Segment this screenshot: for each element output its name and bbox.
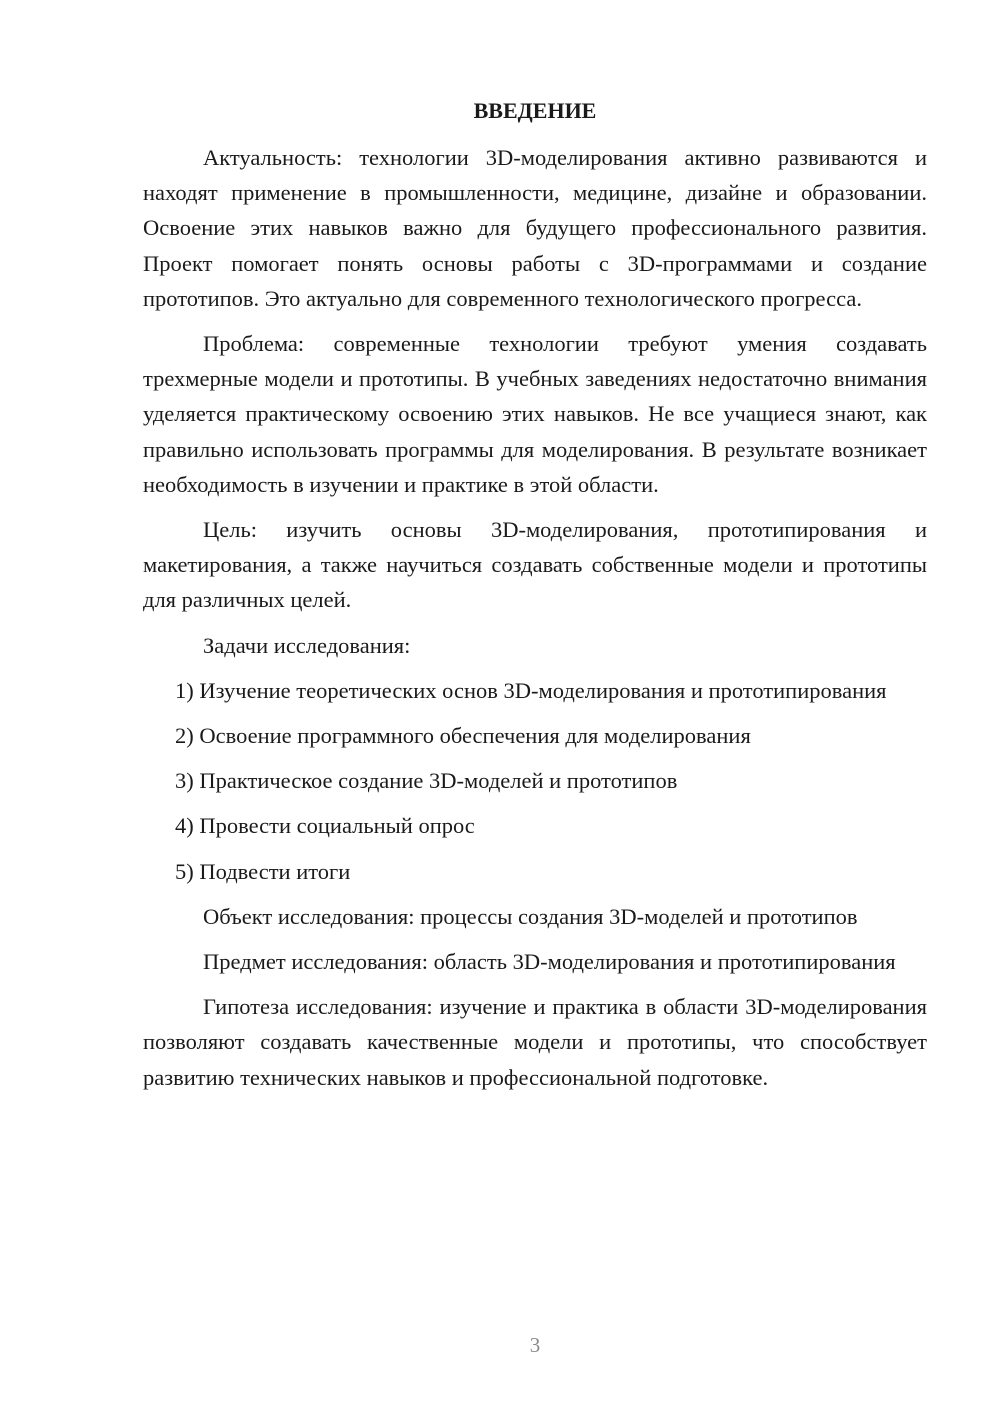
task-item-2: 2) Освоение программного обеспечения для моделирования [175, 723, 751, 749]
task-item-3: 3) Практическое создание 3D-моделей и прототипов [175, 768, 678, 794]
paragraph-goal: Цель: изучить основы 3D-моделирования, прототипирования и макетирования, а также научиться создавать собственные модели и прототипы для различных целей. [143, 517, 927, 613]
task-item-5: 5) Подвести итоги [175, 858, 351, 884]
paragraph-problem: Проблема: современные технологии требуют умения создавать трехмерные модели и прототипы. В учебных заведениях недостаточно внимания уделяется практическому освоению этих навыков. Не все учащиеся знают, как правильно использовать программы для моделирования. В результате возникает необходимость в изучении и практике в этой области. [143, 331, 927, 497]
paragraph-relevance: Актуальность: технологии 3D-моделирования активно развиваются и находят применение в промышленности, медицине, дизайне и образовании. Освоение этих навыков важно для будущего профессионального развития. Проект помогает понять основы работы с 3D-программами и создание прототипов. Это актуально для современного технологического прогресса. [143, 145, 927, 311]
document-body [143, 96, 927, 1105]
paragraph-object: Объект исследования: процессы создания 3D-моделей и прототипов [203, 903, 858, 929]
paragraph-hypothesis: Гипотеза исследования: изучение и практика в области 3D-моделирования позволяют создавать качественные модели и прототипы, что способствует развитию технических навыков и профессиональной подготовке. [143, 994, 927, 1090]
task-item-4: 4) Провести социальный опрос [175, 813, 475, 839]
task-item-1: 1) Изучение теоретических основ 3D-моделирования и прототипирования [175, 677, 887, 703]
section-title: ВВЕДЕНИЕ [473, 98, 597, 123]
tasks-list [143, 673, 927, 889]
tasks-heading: Задачи исследования: [203, 632, 411, 658]
paragraph-subject: Предмет исследования: область 3D-моделирования и прототипирования [203, 949, 896, 975]
page-number: 3 [529, 1333, 541, 1357]
